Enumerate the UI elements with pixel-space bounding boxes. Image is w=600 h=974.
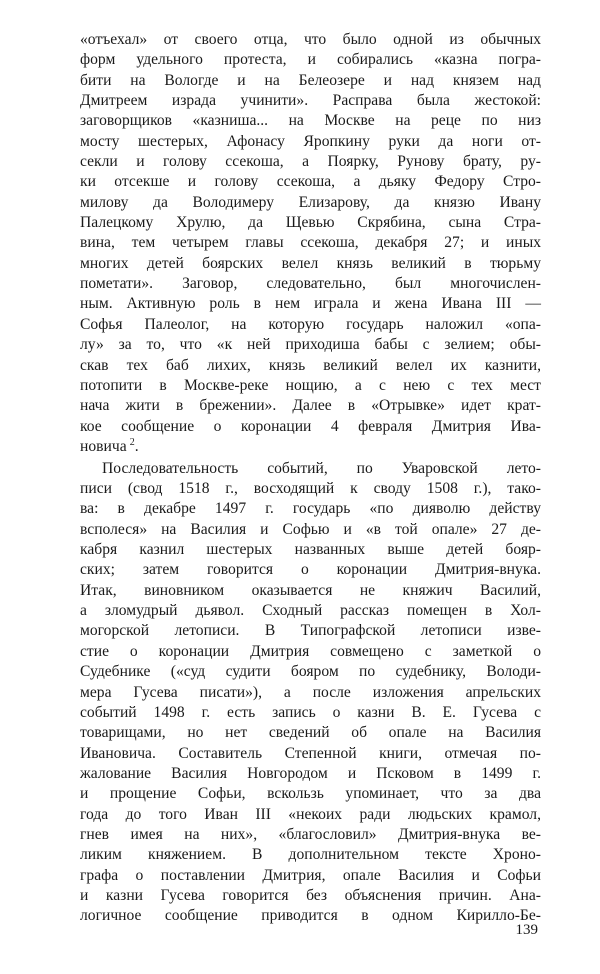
line-text: ки отсекше и голову ссекоша, а дьяку Федору Стро- [80, 173, 541, 191]
line-text: новича [80, 437, 127, 455]
line-text: всполеся» на Василия и Софью и «в той опале» 27 де- [80, 520, 541, 538]
line-text: логичное сообщение приводится в одном Кирилло-Бе- [80, 907, 541, 925]
line-text: многих детей боярских велел князь великий в тюрьму [80, 254, 541, 272]
text-line [80, 459, 541, 479]
line-text: скав тех баб лихих, князь великий велел их казнити, [80, 356, 541, 374]
paragraph [80, 30, 541, 457]
line-text: гнев имея на них», «благословил» Дмитрия-внука ве- [80, 825, 541, 843]
line-text: кабря казнил шестерых названных выше детей бояр- [80, 541, 541, 559]
line-text: мосту шестерых, Афонасу Яропкину руки да ноги от- [80, 132, 541, 150]
page-body [80, 30, 541, 927]
text-line [80, 866, 541, 886]
text-line [80, 396, 541, 416]
text-line [80, 479, 541, 499]
text-line [80, 683, 541, 703]
text-line [80, 376, 541, 396]
text-line [80, 744, 541, 764]
line-text: Последовательность событий, по Уваровской лето- [102, 459, 541, 477]
line-text: года до того Иван III «некоих ради людьских крамол, [80, 805, 541, 823]
line-text: Итак, виновником оказывается не княжич Василий, [80, 581, 541, 599]
text-line [80, 662, 541, 682]
line-text: бити на Вологде и на Белеозере и над князем над [80, 71, 541, 89]
line-text: Софья Палеолог, на которую государь наложил «опа- [80, 315, 541, 333]
line-text: нача жити в брежении». Далее в «Отрывке» идет крат- [80, 397, 541, 415]
text-line [80, 437, 541, 457]
text-line [80, 111, 541, 131]
text-line [80, 335, 541, 355]
line-text: стие о коронации Дмитрия совмещено с заметкой о [80, 642, 541, 660]
text-line [80, 845, 541, 865]
line-text: потопити в Москве-реке нощию, а с нею с тех мест [80, 376, 541, 394]
text-line [80, 233, 541, 253]
text-line [80, 30, 541, 50]
line-text: а зломудрый дьявол. Сходный рассказ помещен в Хол- [80, 602, 541, 620]
line-text: ских; затем говорится о коронации Дмитрия-внука. [80, 561, 541, 579]
line-text: вина, тем четырем главы ссекоша, декабря 27; и иных [80, 234, 541, 252]
sentence-end: . [134, 437, 139, 455]
line-text: и казни Гусева говорится без объяснения причин. Ана- [80, 886, 541, 904]
paragraph [80, 459, 541, 927]
line-text: милову да Володимеру Елизарову, да князю Ивану [80, 193, 541, 211]
text-line [80, 274, 541, 294]
text-line [80, 499, 541, 519]
line-text: Дмитреем израда учинити». Расправа была жестокой: [80, 92, 541, 110]
text-line [80, 601, 541, 621]
line-text: секли и голову ссекоша, а Поярку, Рунову брату, ру- [80, 153, 541, 171]
text-line [80, 886, 541, 906]
line-text: и прощение Софьи, вскользь упоминает, что за два [80, 785, 541, 803]
line-text: Ивановича. Составитель Степенной книги, отмечая по- [80, 744, 541, 762]
text-line [80, 172, 541, 192]
line-text: форм удельного протеста, и собирались «казна погра- [80, 51, 541, 69]
text-line [80, 642, 541, 662]
text-line [80, 906, 541, 926]
text-line [80, 213, 541, 233]
text-line [80, 132, 541, 152]
text-line [80, 193, 541, 213]
line-text: лу» за то, что «к ней приходиша бабы с зелием; обы- [80, 336, 541, 354]
text-line [80, 560, 541, 580]
text-line [80, 825, 541, 845]
text-line [80, 254, 541, 274]
line-text: Судебнике («суд судити бояром по судебнику, Володи- [80, 663, 541, 681]
text-line [80, 417, 541, 437]
text-line [80, 315, 541, 335]
text-line [80, 621, 541, 641]
line-text: товарищами, но нет сведений об опале на Василия [80, 724, 541, 742]
line-text: ным. Активную роль в нем играла и жена Ивана III — [80, 295, 541, 313]
line-text: событий 1498 г. есть запись о казни В. Е. Гусева с [80, 703, 541, 721]
text-line [80, 703, 541, 723]
page-number: 139 [515, 922, 538, 938]
line-text: мера Гусева писати»), а после изложения апрельских [80, 683, 541, 701]
footnote-reference[interactable]: 2 [129, 436, 135, 448]
line-text: Палецкому Хрулю, да Щевью Скрябина, сына Стра- [80, 214, 541, 232]
text-line [80, 50, 541, 70]
text-line [80, 723, 541, 743]
line-text: графа о поставлении Дмитрия, опале Василия и Софьи [80, 866, 541, 884]
line-text: заговорщиков «казниша... на Москве на реце по низ [80, 112, 541, 130]
line-text: кое сообщение о коронации 4 февраля Дмитрия Ива- [80, 417, 541, 435]
text-line [80, 784, 541, 804]
text-line [80, 91, 541, 111]
line-text: пометати». Заговор, следовательно, был многочислен- [80, 275, 541, 293]
text-line [80, 520, 541, 540]
line-text: ва: в декабре 1497 г. государь «по дияволю действу [80, 500, 541, 518]
text-line [80, 764, 541, 784]
line-text: жалование Василия Новгородом и Псковом в 1499 г. [80, 764, 541, 782]
line-text: могорской летописи. В Типографской летописи изве- [80, 622, 541, 640]
text-line [80, 581, 541, 601]
text-line [80, 294, 541, 314]
line-text: «отъехал» от своего отца, что было одной из обычных [80, 31, 541, 48]
text-line [80, 71, 541, 91]
text-line [80, 805, 541, 825]
line-text: ликим княжением. В дополнительном тексте Хроно- [80, 846, 541, 864]
text-line [80, 540, 541, 560]
text-line [80, 152, 541, 172]
line-text: писи (свод 1518 г., восходящий к своду 1508 г.), тако- [80, 480, 541, 498]
text-line [80, 356, 541, 376]
